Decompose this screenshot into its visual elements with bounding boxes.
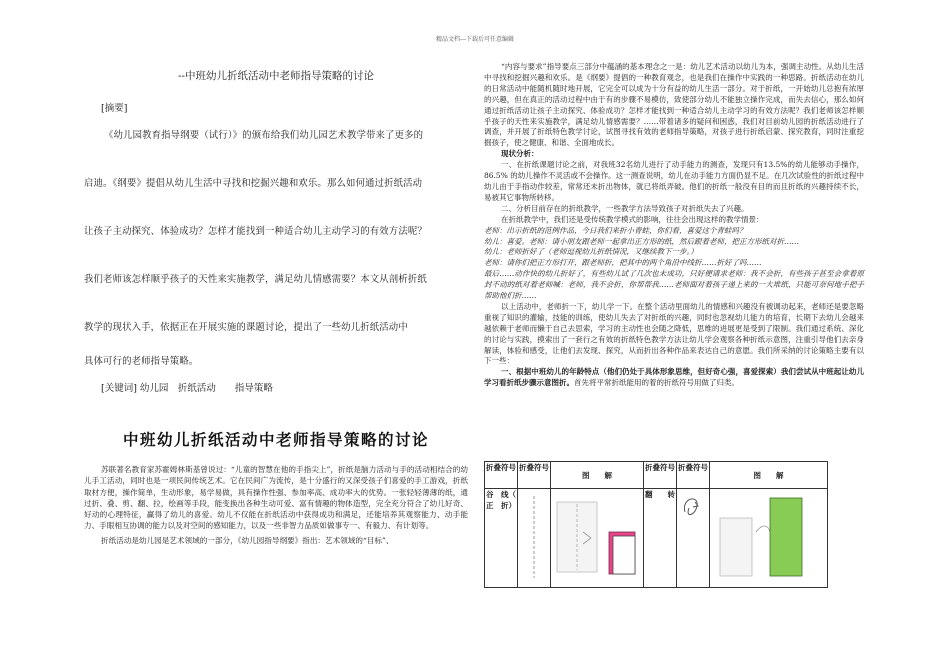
abstract-line: 《幼儿园教育指导纲要（试行）》的颁布给我们幼儿园艺术教学带来了更多的	[104, 130, 424, 141]
bold-lead: 一、根据中班幼儿的年龄特点（他们仍处于具体形象思维，但好奇心强，喜爱探索）我们尝试从中班起让幼儿学习看折纸步骤示意图折。	[484, 367, 864, 388]
keywords: [关键词] 幼儿园 折纸活动 指导策略	[101, 383, 273, 394]
body-paragraph: 在折纸教学中，我们还是受传统教学模式的影响，往往会出现这样的教学情景：	[501, 214, 764, 224]
right-column	[484, 62, 864, 389]
valley-fold-diagram	[553, 492, 643, 584]
turn-over-symbol-cell	[677, 489, 710, 588]
table-header: 图 解	[710, 462, 828, 489]
dialog-line: 幼儿：老师折好了（老师逗视幼儿折纸情况，又继续教下一步。）	[484, 247, 698, 257]
abstract-line: 教学的现状入手，依据正在开展实施的课题讨论，提出了一些幼儿折纸活动中	[84, 322, 408, 333]
turn-over-diagram	[712, 492, 808, 584]
article-title: 中班幼儿折纸活动中老师指导策略的讨论	[122, 431, 429, 449]
dialog-line: 老师：请你们把正方形打开，跟老师折，把其中的两个角沿中线折……折好了吗……	[484, 258, 762, 268]
body-paragraph	[484, 367, 864, 389]
valley-fold-diagram-cell	[551, 489, 644, 588]
dialog-line: 老师：出示折纸的范例作品，今日我们来折小青蛙，你们看，喜爱这个青蛙吗？	[484, 225, 747, 235]
table-row	[485, 489, 828, 588]
turn-over-arrow-icon	[679, 492, 707, 582]
small-title: --中班幼儿折纸活动中老师指导策略的讨论	[177, 70, 375, 82]
abstract-line: 让孩子主动探究、体验成功？怎样才能找到一种适合幼儿主动学习的有效方法呢？	[84, 226, 427, 237]
left-column	[84, 62, 468, 546]
table-header: 折叠符号	[677, 462, 710, 489]
body-paragraph: “内容与要求”指导要点三部分中蕴涵的基本理念之一是：幼儿艺术活动以幼儿为本，强调主动性。从幼儿生活中寻找和挖掘兴趣和欢乐。是《纲要》提倡的一种教育观念，也是我们在操作中实践的一种思路。折纸活动在幼儿的日常活动中能随机随时地开展，它完全可以成为十分有益的幼儿生活一部分。对于折纸，一开始幼儿总抱有浓厚的兴趣，但在真正的活动过程中由于有的步骤不易模仿，致使部分幼儿不能独立操作完成，而失去信心，那么如何通过折纸活动让孩子主动探究、体验成功？怎样才能找到一种适合幼儿主动学习的有效方法呢？我们老师该怎样顺乎孩子的天性来实施教学，满足幼儿情感需要？……带着诸多的疑问和困惑，我们对目前幼儿园的折纸活动进行了调查，并开展了折纸特色教学讨论，试图寻找有效的老师指导策略，对孩子进行折纸启蒙、探究教育，同时注重挖掘孩子，使之健康、和谐、全面地成长。	[484, 62, 864, 148]
abstract-label: [摘要]	[101, 103, 128, 114]
symbol-name-valley-fold: 谷 线（ 正 折）	[485, 489, 518, 588]
lead-rest: 首先将平常折纸能用的着的折纸符号用做了归类。	[574, 378, 739, 388]
table-header: 折叠符号	[518, 462, 551, 489]
body-paragraph: 苏联著名教育家苏霍姆林斯基曾说过：“儿童的智慧在他的手指尖上”，折纸是脑力活动与手的活动相结合的幼儿手工活动，同时也是一项民间传统艺术。它在民间广为流传，是十分盛行的又深受孩子们喜爱的手工游戏，折纸取材方便，操作简单，生动形象，易学易做，具有操作性强、参加率高、成功率大的优势。一张轻轻薄薄的纸，通过折、叠、剪、翻、拉，绘画等手段，能变换出各种生动可爱、富有情趣的物体造型，完全充分符合了幼儿好奇、好动的心理特征，赢得了幼儿的喜爱。幼儿不仅能在折纸活动中获得成功和满足，还能培养其观察能力、动手能力、手眼相互协调的能力以及对空间的感知能力，以及一些非智力品质如做事专一、有毅力、有计划等。	[84, 465, 468, 531]
fold-symbol-table	[484, 461, 828, 588]
abstract-line: 我们老师该怎样顺乎孩子的天性来实施教学，满足幼儿情感需要？本文从剖析折纸	[84, 274, 427, 285]
body-paragraph: 以上活动中，老师折一下，幼儿学一下。在整个活动里面幼儿的情感和兴趣没有被调动起来，老师还是要忽略重视了知识的灌输，技能的训练，使幼儿失去了对折纸的兴趣，同时也忽视幼儿能力的培育，长期下去幼儿会越来越依赖于老师而懒于自己去思索，学习的主动性也会随之降低，思维的进展更是受到了限制。我们通过系统、深化的讨论与实践，摸索出了一套行之有效的折纸特色教学方法让幼儿学会观察各种折纸示意图，注重引导他们去亲身解读，体验和感受，让他们去发现、探究，从而折出各种作品来表达自己的意愿。我们所采纳的讨论策略主要有以下一些：	[484, 301, 864, 366]
section-heading: 现状分析：	[501, 149, 539, 159]
page-header: 精品文档---下载后可任意编辑	[435, 36, 515, 43]
table-header: 折叠符号	[485, 462, 518, 489]
body-paragraph: 二、分析目前存在的折纸教学，一些教学方法导致孩子对折纸失去了兴趣。	[501, 203, 749, 213]
table-header-row	[485, 462, 828, 489]
valley-fold-symbol-cell	[518, 489, 551, 588]
turn-over-diagram-cell	[710, 489, 828, 588]
valley-fold-line-icon	[520, 492, 548, 582]
table-header: 图 解	[551, 462, 644, 489]
table-header: 折叠符号	[644, 462, 677, 489]
dialog-line: 最后……动作快的幼儿折好了，有些幼儿试了几次也未成功，只好便请求老师：我不会折，有些孩子甚至会拿着原封不动的纸对着老师喊：老师，我不会折，你帮帮我……老师面对着孩子递上来的一大堆纸，只能可奈何地手把手帮助他们折……	[484, 269, 864, 301]
dialog-line: 幼儿：喜爱。老师：请小朋友跟老师一起拿出正方形的纸，然后跟着老师，把正方形纸对折……	[484, 236, 799, 246]
abstract-text	[84, 112, 468, 372]
symbol-name-turn-over: 翻 转	[644, 489, 677, 588]
abstract-line: 启迪。《纲要》提倡从幼儿生活中寻找和挖掘兴趣和欢乐。那么如何通过折纸活动	[84, 178, 423, 189]
body-paragraph: 折纸活动是幼儿园是艺术领域的一部分，《幼儿园指导纲要》指出：艺术领域的“目标”、	[101, 535, 394, 545]
body-paragraph: 一、在折纸课题讨论之前，对我班32名幼儿进行了动手能力的测查，发现只有13.5%的幼儿能够动手操作，86.5% 的幼儿操作不灵活或不会操作。这一测查说明，幼儿在动手能力方面仍显不足。在几次试验性的折纸过程中幼儿由于手指动作较差，常常还未折出物体，就已将纸弄破。他们的折纸一般没有目的而且折纸的兴趣持续不长，易被其它事物所转移。	[484, 160, 864, 202]
abstract-line: 具体可行的老师指导策略。	[84, 356, 199, 367]
